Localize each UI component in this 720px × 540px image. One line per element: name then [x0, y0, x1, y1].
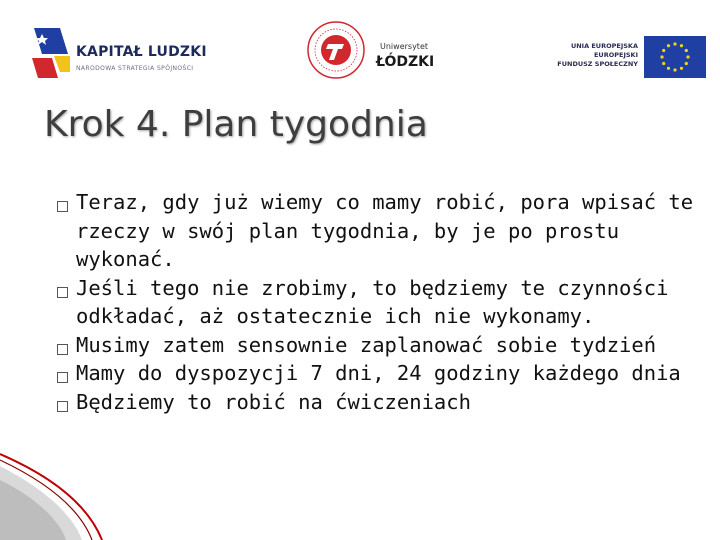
- university-label-big: ŁÓDZKI: [376, 54, 435, 70]
- eu-fund-text: [548, 42, 638, 69]
- bullet-box-icon: [57, 287, 68, 298]
- kapital-ludzki-emblem-icon: [30, 24, 72, 80]
- bullet-item: [50, 331, 700, 360]
- bullet-box-icon: [57, 344, 68, 355]
- bullet-box-icon: [57, 201, 68, 212]
- logo-strip: [0, 0, 720, 100]
- uniwersytet-lodzki-logo: [306, 20, 456, 82]
- bullet-item: [50, 188, 700, 274]
- university-label-small: Uniwersytet: [380, 42, 428, 51]
- decorative-swoosh: [0, 440, 720, 540]
- bullet-box-icon: [57, 401, 68, 412]
- bullet-text: Jeśli tego nie zrobimy, to będziemy te czynności odkładać, aż ostatecznie ich nie wykonamy.: [76, 275, 669, 328]
- bullet-text: Teraz, gdy już wiemy co mamy robić, pora wpisać te rzeczy w swój plan tygodnia, by je po prostu wykonać.: [76, 190, 694, 271]
- bullet-text: Musimy zatem sensownie zaplanować sobie tydzień: [76, 332, 657, 357]
- eu-line-2: EUROPEJSKI: [593, 51, 638, 59]
- eu-line-1: UNIA EUROPEJSKA: [570, 42, 638, 50]
- bullet-box-icon: [57, 372, 68, 383]
- eu-flag-icon: [644, 36, 706, 78]
- bullet-item: [50, 274, 700, 331]
- bullet-item: [50, 388, 700, 417]
- bullet-item: [50, 359, 700, 388]
- bullet-text: Będziemy to robić na ćwiczeniach: [76, 389, 471, 414]
- university-seal-icon: [306, 20, 366, 80]
- kapital-ludzki-logo: [30, 24, 220, 84]
- slide-title: Krok 4. Plan tygodnia: [44, 104, 428, 145]
- eu-line-3: FUNDUSZ SPOŁECZNY: [557, 60, 638, 68]
- kapital-ludzki-title: KAPITAŁ LUDZKI: [76, 44, 207, 60]
- eu-fund-logo: [548, 36, 710, 80]
- bullet-text: Mamy do dyspozycji 7 dni, 24 godziny każdego dnia: [76, 361, 681, 385]
- bullet-list: [50, 188, 700, 416]
- kapital-ludzki-subtitle: NARODOWA STRATEGIA SPÓJNOŚCI: [76, 65, 194, 72]
